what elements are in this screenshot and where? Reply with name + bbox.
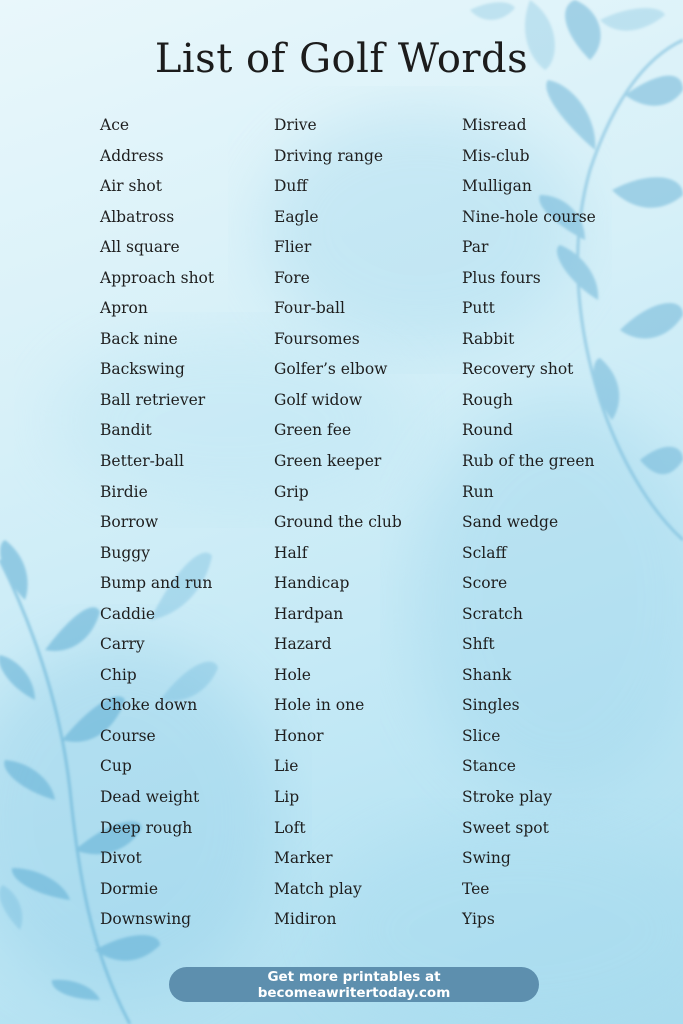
golf-word-item: Handicap bbox=[274, 574, 350, 593]
golf-word-item: Sweet spot bbox=[462, 818, 549, 837]
word-column-1 bbox=[100, 112, 214, 937]
golf-word-item: Downswing bbox=[100, 910, 192, 929]
golf-word-item: Hole bbox=[274, 665, 311, 684]
golf-word-item: Honor bbox=[274, 726, 324, 745]
golf-word-item: Ground the club bbox=[274, 513, 402, 532]
golf-word-item: Rub of the green bbox=[462, 452, 595, 471]
golf-word-item: Apron bbox=[100, 299, 148, 318]
golf-word-item: Dormie bbox=[100, 879, 158, 898]
golf-word-item: Rabbit bbox=[462, 329, 515, 348]
golf-word-item: Air shot bbox=[100, 177, 162, 196]
golf-word-item: Match play bbox=[274, 879, 362, 898]
golf-word-item: Ace bbox=[100, 116, 130, 134]
golf-word-item: Foursomes bbox=[274, 329, 360, 348]
golf-word-item: Address bbox=[100, 146, 164, 165]
golf-word-item: Hole in one bbox=[274, 696, 365, 715]
golf-word-item: Four-ball bbox=[274, 299, 345, 318]
golf-word-item: Rough bbox=[462, 390, 513, 409]
golf-word-item: Golf widow bbox=[274, 390, 363, 409]
golf-word-item: Sclaff bbox=[462, 543, 507, 562]
golf-word-item: Score bbox=[462, 574, 508, 593]
golf-word-item: Albatross bbox=[100, 207, 175, 226]
golf-word-item: Shft bbox=[462, 635, 495, 654]
page-title: List of Golf Words bbox=[154, 36, 529, 82]
golf-word-item: Midiron bbox=[274, 910, 337, 929]
golf-word-item: Eagle bbox=[274, 207, 319, 226]
golf-word-item: Borrow bbox=[100, 513, 159, 532]
golf-word-item: Putt bbox=[462, 299, 495, 318]
golf-word-item: Grip bbox=[274, 482, 309, 501]
golf-word-item: Carry bbox=[100, 635, 145, 654]
golf-word-item: Recovery shot bbox=[462, 360, 574, 379]
word-column-2 bbox=[274, 112, 402, 937]
golf-word-item: Mis-club bbox=[462, 146, 530, 165]
golf-word-item: Scratch bbox=[462, 604, 523, 623]
golf-word-item: Misread bbox=[462, 116, 527, 134]
golf-word-item: Course bbox=[100, 726, 156, 745]
golf-word-item: Approach shot bbox=[100, 268, 215, 287]
golf-word-item: Dead weight bbox=[100, 788, 200, 807]
golf-word-item: Chip bbox=[100, 665, 137, 684]
golf-word-item: Choke down bbox=[100, 696, 198, 715]
golf-word-item: Sand wedge bbox=[462, 513, 559, 532]
golf-word-item: Run bbox=[462, 482, 494, 501]
golf-word-item: Singles bbox=[462, 696, 520, 715]
golf-word-item: Shank bbox=[462, 665, 512, 684]
golf-word-item: Par bbox=[462, 238, 489, 257]
golf-word-item: Lie bbox=[274, 757, 299, 776]
golf-word-item: Hazard bbox=[274, 635, 332, 654]
golf-word-item: Divot bbox=[100, 849, 142, 868]
golf-word-item: Ball retriever bbox=[100, 390, 206, 409]
golf-word-item: Back nine bbox=[100, 329, 178, 348]
golf-word-item: Fore bbox=[274, 268, 310, 287]
golf-word-item: Hardpan bbox=[274, 604, 344, 623]
word-column-3 bbox=[462, 112, 596, 937]
golf-word-item: Flier bbox=[274, 238, 312, 257]
golf-word-item: Green keeper bbox=[274, 452, 382, 471]
golf-word-item: Stroke play bbox=[462, 788, 552, 807]
golf-word-item: Nine-hole course bbox=[462, 207, 596, 226]
golf-word-item: Better-ball bbox=[100, 452, 184, 471]
golf-word-item: Plus fours bbox=[462, 268, 541, 287]
golf-word-item: Tee bbox=[462, 879, 490, 898]
golf-word-item: Bump and run bbox=[100, 574, 213, 593]
golf-word-item: Round bbox=[462, 421, 513, 440]
golf-word-item: All square bbox=[100, 238, 180, 257]
golf-word-item: Golfer’s elbow bbox=[274, 360, 388, 379]
golf-word-item: Cup bbox=[100, 757, 132, 776]
golf-word-item: Half bbox=[274, 543, 308, 562]
golf-word-item: Duff bbox=[274, 177, 308, 196]
golf-word-item: Mulligan bbox=[462, 177, 532, 196]
golf-word-item: Slice bbox=[462, 726, 501, 745]
golf-word-item: Deep rough bbox=[100, 818, 193, 837]
golf-word-item: Loft bbox=[274, 818, 306, 837]
golf-word-item: Driving range bbox=[274, 146, 384, 165]
golf-word-item: Backswing bbox=[100, 360, 185, 379]
golf-word-item: Drive bbox=[274, 116, 317, 134]
golf-word-item: Bandit bbox=[100, 421, 152, 440]
golf-word-item: Yips bbox=[462, 910, 495, 929]
golf-word-item: Birdie bbox=[100, 482, 148, 501]
golf-word-item: Swing bbox=[462, 849, 511, 868]
golf-word-item: Stance bbox=[462, 757, 516, 776]
golf-word-item: Caddie bbox=[100, 604, 156, 623]
golf-word-item: Lip bbox=[274, 788, 300, 807]
printables-link-button[interactable]: Get more printables at becomeawritertoday.com bbox=[169, 967, 539, 1002]
golf-word-item: Marker bbox=[274, 849, 333, 868]
golf-word-item: Green fee bbox=[274, 421, 352, 440]
golf-word-item: Buggy bbox=[100, 543, 150, 562]
